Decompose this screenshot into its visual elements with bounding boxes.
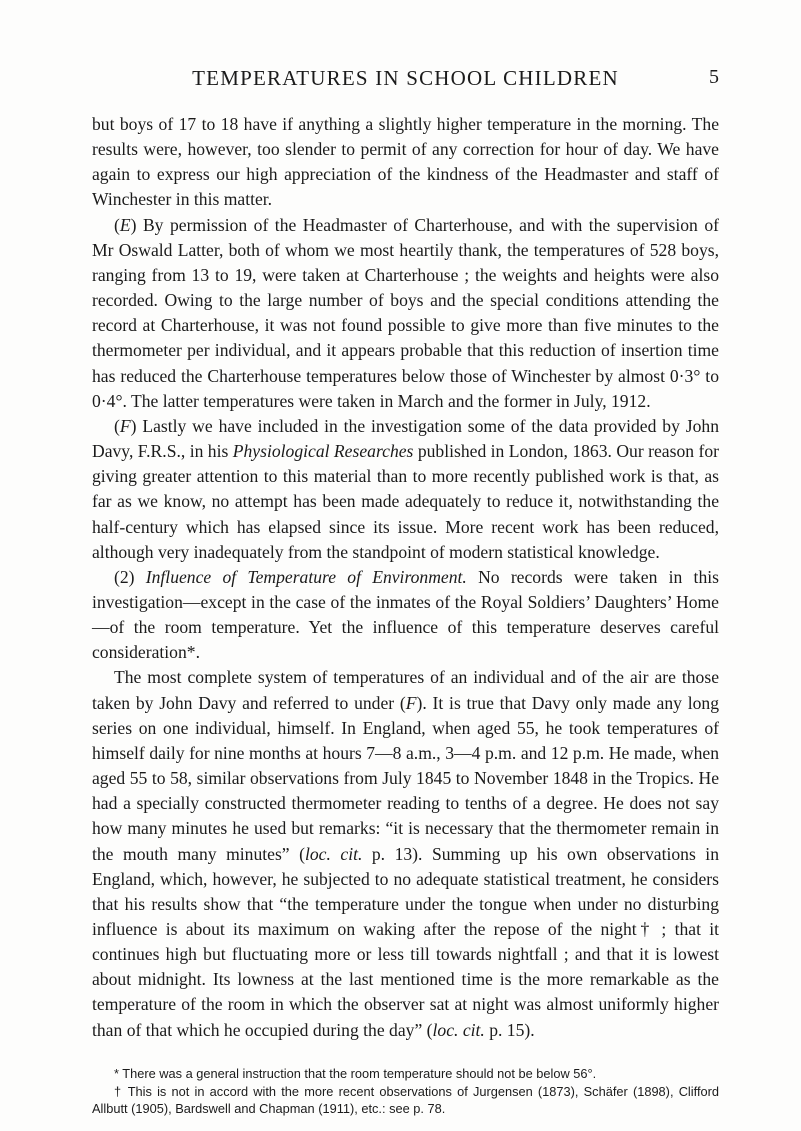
text-run: The most complete system of temperatures of an individual and of the air are those taken by John Davy and referred to under (: [92, 667, 719, 713]
italic-text-run: loc. cit.: [304, 843, 363, 864]
page-number: 5: [709, 66, 719, 88]
paragraph-continuation: [92, 112, 719, 213]
text-run: (: [114, 214, 120, 235]
italic-text-run: F: [405, 692, 417, 713]
italic-text-run: Influence of Temperature of Environment.: [145, 566, 467, 587]
italic-text-run: E: [119, 214, 131, 235]
page-header: [92, 66, 719, 94]
text-run: (: [114, 415, 120, 436]
footnote-recent-observations: † This is not in accord with the more recent observations of Jurgensen (1873), Schäfer (1898), Clifford Allbutt (1905), Bardswell and Chapman (1911), etc.: see p. 78.: [92, 1083, 719, 1116]
text-run: ) Lastly we have included in the investigation some of the data provided by John Davy, F.R.S., in his: [92, 415, 719, 462]
text-run: p. 15).: [484, 1019, 535, 1040]
text-run: ). It is true that Davy only made any long series on one individual, himself. In England, when aged 55, he took temperatures of himself daily for nine months at hours 7—8 a.m., 3—4 p.m. and 12 p.m. He made, when aged 55 to 58, similar observations from July 1845 to November 1848 in the Tropics. He had a specially constructed thermometer reading to tenths of a degree. He does not say how many minutes he used but remarks: “it is necessary that the thermometer remain in the mouth many minutes” (: [92, 692, 719, 864]
running-head: TEMPERATURES IN SCHOOL CHILDREN: [192, 66, 619, 90]
footnotes: [92, 1065, 719, 1118]
text-run: (2): [114, 566, 146, 587]
paragraph-charterhouse: [92, 213, 719, 414]
footnote-room-temperature: * There was a general instruction that the room temperature should not be below 56°.: [114, 1066, 597, 1081]
text-run: No records were taken in this investigation—except in the case of the inmates of the Royal Soldiers’ Daughters’ Home—of the room temperature. Yet the influence of this temperature deserves careful consideration*.: [92, 566, 719, 663]
italic-text-run: F: [119, 415, 131, 436]
paragraph-environment-influence: [92, 565, 719, 666]
text-run: ) By permission of the Headmaster of Charterhouse, and with the supervision of Mr Oswald Latter, both of whom we most heartily thank, the temperatures of 528 boys, ranging from 13 to 19, were taken at Charterhouse ; the weights and heights were also recorded. Owing to the large number of boys and the special conditions attending the record at Charterhouse, it was not found possible to give more than five minutes to the thermometer per individual, and it appears probable that this reduction of insertion time has reduced the Charterhouse temperatures below those of Winchester by almost 0·3° to 0·4°. The latter temperatures were taken in March and the former in July, 1912.: [92, 214, 719, 411]
text-run: published in London, 1863. Our reason for giving greater attention to this material than to more recently published work is that, as far as we know, no attempt has been made adequately to reduce it, notwithstanding the half-century which has elapsed since its issue. More recent work has been reduced, although very inadequately from the standpoint of modern statistical knowledge.: [92, 441, 719, 562]
body-text: [92, 112, 719, 1043]
paragraph-davy-data: [92, 414, 719, 565]
italic-text-run: loc. cit.: [432, 1019, 485, 1040]
paragraph-davy-observations: [92, 665, 719, 1042]
italic-text-run: Physiological Researches: [232, 441, 414, 462]
text-run: but boys of 17 to 18 have if anything a slightly higher temperature in the morning. The results were, however, too slender to permit of any correction for hour of day. We have again to express our high appreciation of the kindness of the Headmaster and staff of Winchester in this matter.: [92, 114, 719, 210]
text-run: p. 13). Summing up his own observations in England, which, however, he subjected to no adequate statistical treatment, he considers that his results show that “the temperature under the tongue when under no disturbing influence is about its maximum on waking after the repose of the night† ; that it continues high but fluctuating more or less till towards nightfall ; and that it is lowest about midnight. Its lowness at the last mentioned time is the more remarkable as the temperature of the room in which the observer sat at night was almost uniformly higher than of that which he occupied during the day” (: [92, 843, 719, 1040]
